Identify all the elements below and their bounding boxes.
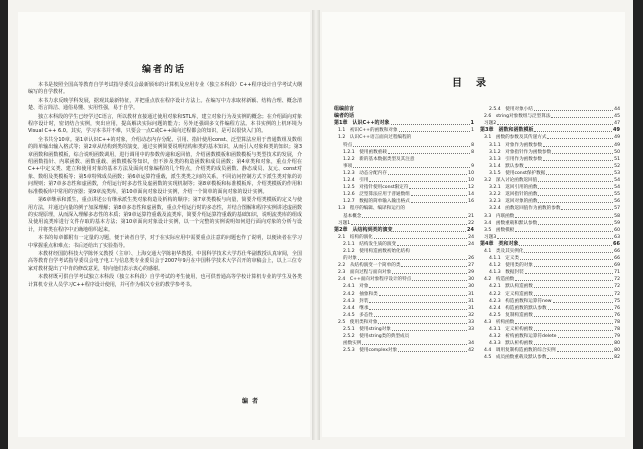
- toc-leader-dots: [411, 195, 467, 196]
- toc-entry: [334, 340, 474, 347]
- toc-entry-title: 4.3 析构函数: [484, 319, 515, 325]
- toc-leader-dots: [515, 323, 613, 324]
- toc-entry: [480, 290, 620, 297]
- toc-entry-title: 4.1.1 定义类: [489, 256, 520, 262]
- toc-entry-title: 3.2.3 返回对象的函数: [489, 199, 538, 205]
- toc-leader-dots: [515, 231, 613, 232]
- toc-entry: [480, 156, 620, 163]
- toc-page-number: 24: [467, 226, 474, 233]
- toc-leader-dots: [520, 259, 613, 260]
- toc-entry-title: 3.1.3 引用作为函数参数: [489, 156, 543, 162]
- toc-page-number: 1: [470, 120, 474, 127]
- toc-entry-title: 3.2 深入讨论函数返回值: [484, 178, 538, 184]
- toc-entry-title: 的对象: [343, 256, 357, 262]
- toc-entry-title: 3.5 函数模板: [484, 227, 515, 233]
- toc-leader-dots: [525, 167, 613, 168]
- toc-entry-title: 2.4.3 封装: [343, 298, 369, 304]
- toc-entry: [334, 198, 474, 205]
- toc-entry-title: 2.5.3 使用complex对象: [343, 348, 398, 354]
- toc-entry-title: 3.1.4 默认参数: [489, 163, 524, 169]
- toc-page-number: 49: [614, 142, 620, 148]
- toc-entry-title: 3.3 内联函数: [484, 213, 515, 219]
- toc-entry-title: 4.1.3 数据封装: [489, 270, 524, 276]
- toc-page-number: 10: [468, 178, 474, 184]
- toc-entry: [480, 340, 620, 347]
- toc-entry-title: 4.2.4 构造函数的默认参数: [489, 305, 547, 311]
- toc-page-number: 50: [614, 149, 620, 155]
- toc-page-number: 69: [614, 263, 620, 269]
- toc-column-2: [480, 106, 620, 361]
- toc-entry: [480, 127, 620, 134]
- toc-leader-dots: [401, 266, 467, 267]
- toc-page-number: 47: [614, 121, 620, 127]
- toc-page-number: 24: [468, 234, 474, 240]
- toc-page-number: 72: [614, 277, 620, 283]
- toc-entry: [334, 276, 474, 283]
- toc-entry: [480, 177, 620, 184]
- toc-entry-title: 事项: [343, 163, 353, 169]
- toc-page-number: 26: [468, 256, 474, 262]
- preface-paragraph: 本书力求反映学科发展，据观其最新特征，并把重点放在程序设计方法上。在编写中力求取材新颖、结构合理、概念清楚、语言简洁、通俗易懂、实用性强，易于自学。: [28, 97, 302, 112]
- toc-entry: [480, 212, 620, 219]
- toc-page-number: 55: [614, 192, 620, 198]
- toc-leader-dots: [561, 209, 613, 210]
- toc-entry: [480, 312, 620, 319]
- toc-leader-dots: [374, 316, 467, 317]
- toc-entry: [480, 106, 620, 113]
- toc-leader-dots: [543, 146, 613, 147]
- toc-entry-title: 1.2.2 新的基本数据类型及其注意: [343, 156, 415, 162]
- toc-entry-title: 4.2.2 定义构造函数: [489, 291, 533, 297]
- toc-leader-dots: [397, 245, 467, 246]
- toc-page-number: 33: [468, 327, 474, 332]
- toc-column-1: [334, 106, 474, 354]
- toc-leader-dots: [534, 266, 613, 267]
- toc-entry: [480, 220, 620, 227]
- toc-leader-dots: [534, 330, 613, 331]
- toc-page-number: 14: [468, 192, 474, 198]
- toc-entry: [334, 227, 474, 234]
- preface-title: 编者的话: [141, 65, 186, 75]
- toc-leader-dots: [369, 287, 467, 288]
- toc-page-number: 60: [614, 227, 620, 233]
- toc-page-number: 54: [614, 185, 620, 191]
- toc-leader-dots: [534, 110, 613, 111]
- toc-leader-dots: [378, 323, 467, 324]
- toc-entry: [334, 347, 474, 354]
- toc-entry-title: 4.2 构造函数: [484, 277, 515, 283]
- toc-page-number: 44: [614, 107, 620, 113]
- toc-entry: [334, 205, 474, 212]
- toc-entry-title: 3.1.2 对象指针作为函数参数: [489, 149, 552, 155]
- toc-entry-title: 1.2.6 泛型算法应用于普通数组: [343, 192, 410, 198]
- toc-leader-dots: [552, 153, 613, 154]
- toc-page-number: 30: [468, 277, 474, 283]
- left-page: [18, 12, 310, 437]
- toc-entry: [480, 276, 620, 283]
- toc-entry-title: 3.2.2 返回指针的函数: [489, 192, 538, 198]
- toc-page-number: 22: [468, 220, 474, 226]
- toc-entry-title: 1.2.7 数据的简单输入输出格式: [343, 199, 410, 205]
- toc-leader-dots: [538, 195, 613, 196]
- toc-entry: [480, 305, 620, 312]
- scan-border-right: [633, 0, 643, 449]
- toc-entry: [480, 234, 620, 241]
- toc-entry-title: 2.4.4 继承: [343, 305, 369, 311]
- toc-leader-dots: [538, 188, 613, 189]
- toc-entry: [480, 298, 620, 305]
- toc-entry-title: 3.2.1 返回引用的函数: [489, 185, 538, 191]
- toc-entry: [480, 134, 620, 141]
- toc-page-number: 9: [471, 163, 474, 169]
- toc-page-number: 49: [613, 127, 620, 134]
- toc-page-number: 78: [614, 327, 620, 332]
- toc-leader-dots: [362, 344, 467, 345]
- toc-entry-title: 4.2.1 默认构造函数: [489, 284, 533, 290]
- toc-leader-dots: [547, 358, 613, 359]
- toc-entry-title: 2.3 面向过程与面向对象: [338, 270, 392, 276]
- toc-entry: [480, 184, 620, 191]
- toc-page-number: 57: [614, 206, 620, 212]
- toc-leader-dots: [411, 202, 467, 203]
- toc-page-number: 54: [614, 178, 620, 184]
- toc-page-number: 21: [468, 213, 474, 219]
- toc-entry: [334, 191, 474, 198]
- toc-leader-dots: [412, 280, 467, 281]
- toc-entry: [480, 113, 620, 120]
- toc-entry-title: 2.4.2 抽象和类: [343, 291, 378, 297]
- toc-leader-dots: [524, 252, 613, 253]
- toc-page-number: 31: [468, 305, 474, 311]
- toc-page-number: 24: [468, 241, 474, 247]
- toc-leader-dots: [497, 238, 613, 239]
- right-page: [322, 12, 625, 437]
- toc-page-number: 76: [614, 305, 620, 311]
- toc-leader-dots: [538, 224, 613, 225]
- toc-entry-title: 2.4 C++面向对象程序设计的特点: [338, 277, 412, 283]
- toc-entry-title: 1.2.5 对指针使用const限定符: [343, 185, 409, 191]
- toc-page-number: 30: [468, 284, 474, 290]
- toc-page-number: 8: [471, 149, 474, 155]
- toc-leader-dots: [358, 259, 467, 260]
- book-gutter: [312, 10, 320, 440]
- toc-leader-dots: [534, 131, 612, 132]
- toc-page-number: 10: [468, 170, 474, 176]
- toc-entry-title: 4.3.1 定义析构函数: [489, 327, 533, 332]
- toc-entry-title: 函数实例: [343, 341, 362, 347]
- toc-entry-title: 基本概念: [343, 213, 362, 219]
- toc-leader-dots: [393, 231, 466, 232]
- toc-entry: [334, 170, 474, 177]
- toc-entry-title: 组编前言: [334, 106, 355, 113]
- toc-entry-title: 4.2.5 复制构造函数: [489, 312, 533, 318]
- toc-page-number: 12: [468, 185, 474, 191]
- toc-page-number: 56: [614, 199, 620, 205]
- toc-leader-dots: [388, 174, 467, 175]
- toc-page-number: 31: [468, 298, 474, 304]
- toc-entry: [334, 127, 474, 134]
- toc-entry: [334, 212, 474, 219]
- toc-page-number: 8: [471, 142, 474, 148]
- preface-paragraph: 本教材经国防科技大学陈怀义教授（主审）、上海交通大学陈祖华教授、中国科学技术大学苏仕华副教授认真审阅，全国高等教育自学考试指导委员会电子电工与信息类专业委员会于2007年9月在中国科学技术大学召开的审稿会上，以上三位专家对教材提出了中肯的修改意见，特向他们表示衷心的感谢。: [28, 250, 302, 272]
- preface-paragraph: 本教材既可供自学考试独立本科段（独立本科段）自学考试的考生使用，也可供普通高等学校计算机专业的学生及各类计算机专业人员学习C++程序设计使用，并可作为相关专业的教学参考书。: [28, 274, 302, 288]
- toc-leader-dots: [534, 287, 613, 288]
- toc-entry: [480, 333, 620, 340]
- toc-entry: [334, 333, 474, 340]
- toc-entry-title: 2.5 使用类和对象: [338, 319, 378, 325]
- toc-entry-title: 编者的话: [334, 113, 355, 120]
- toc-entry-title: 2.5.2 使用string类的典型成员: [343, 334, 410, 340]
- toc-entry: [480, 163, 620, 170]
- preface-paragraph: 独立本科段的学生已经学过C语言，所以教材直接通过使用对象和STL库，建立对象行为及实例的概念；在介绍面向对象程序设计时，密切结合实例，突出应用，提高解决实际问题的能力；另外还强调多文件编程方法。本书实例的上机环境为Visual C++ 6.0。其实，学习本书并不难，只要会一点C或C++面向过程都会的知识，是可以很快入门的。: [28, 113, 302, 135]
- toc-page-number: 80: [614, 341, 620, 347]
- toc-page-number: 75: [614, 298, 620, 304]
- toc-entry-title: 第4章 类和对象: [480, 240, 519, 247]
- toc-page-number: 27: [468, 263, 474, 269]
- toc-page-number: 66: [613, 240, 620, 247]
- toc-entry-title: 1.2.4 引用: [343, 178, 369, 184]
- toc-entry: [480, 241, 620, 248]
- toc-page-number: 63: [614, 234, 620, 240]
- toc-page-number: 79: [614, 334, 620, 340]
- toc-leader-dots: [388, 153, 470, 154]
- toc-leader-dots: [534, 316, 613, 317]
- preface-signature: 编者: [242, 398, 263, 405]
- toc-entry-title: 1.3 程序的编辑、编译和运行的: [338, 206, 406, 212]
- toc-entry-title: 1.2 认识C++语言面向过程编程的: [338, 135, 412, 141]
- toc-page-number: 66: [614, 248, 620, 254]
- toc-leader-dots: [551, 117, 613, 118]
- toc-page-number: 59: [614, 220, 620, 226]
- toc-page-number: 82: [614, 355, 620, 361]
- toc-page-number: 58: [614, 213, 620, 219]
- toc-entry: [334, 255, 474, 262]
- toc-entry: [334, 290, 474, 297]
- toc-page-number: 72: [614, 291, 620, 297]
- toc-entry: [480, 198, 620, 205]
- toc-leader-dots: [515, 280, 613, 281]
- preface-paragraph: 全书共分10章。第1章认识C++的对象，介绍动态内存分配、引用、指针使用const、泛型算法应用于普通数组及数组的简单输出输入格式等；第2章从结构到类的演变，通过实例简要说明结构和类的基本知识，从而引入对象和类的知识；第3章函数和函数模板，综合说明函数调用，进行调用中的参数传递和返回值，介绍函数模板和函数模板与类型技术的发展，介绍函数指针、内联函数、函数重载、函数模板等知识，但不涉及类的构造函数和成员函数；第4章类和对象，重点介绍在C++中定义类、建立和使用对象的基本方法及面向对象编程的几个特点，介绍类的成员函数、静态成员、友元、const对象、数组及类模板等；第5章特殊成员函数；第6章运算符重载，派生类类之间的关系，不同访问控制方式下派生类对象的访问规则；第7章多态性和虚函数，介绍运行时多态性及虚函数的实现机制等；第8章模板和标准模板库，介绍类模板的作用和标准模板库中常用的容器；第9章流类库，第10章面向对象设计实例，介绍一个简单的面向对象的设计实例。: [28, 136, 302, 195]
- toc-entry-title: 4.2.3 构造函数和运算符new: [489, 298, 552, 304]
- toc-page-number: 72: [614, 284, 620, 290]
- toc-page-number: 45: [614, 114, 620, 120]
- toc-entry-title: 2.4.1 对象: [343, 284, 369, 290]
- toc-entry-title: 特点: [343, 142, 353, 148]
- toc-leader-dots: [374, 238, 467, 239]
- toc-entry-title: 4.5 成员函数重载及默认参数: [484, 355, 547, 361]
- toc-leader-dots: [543, 160, 613, 161]
- toc-leader-dots: [534, 295, 613, 296]
- toc-leader-dots: [547, 138, 613, 139]
- toc-entry-title: 1.2.1 使用函数重载: [343, 149, 387, 155]
- toc-leader-dots: [369, 309, 467, 310]
- toc-leader-dots: [558, 337, 614, 338]
- toc-entry: [480, 326, 620, 333]
- toc-entry-title: 2.1.1 结构发生质的演变: [343, 241, 397, 247]
- toc-page-number: 16: [468, 199, 474, 205]
- toc-entry-title: 3.2.4 函数返回值作为函数的参数: [489, 206, 561, 212]
- toc-entry-title: 2.6 string对象数组与泛型算法: [484, 114, 551, 120]
- toc-leader-dots: [362, 217, 467, 218]
- toc-page-number: 34: [468, 341, 474, 347]
- toc-leader-dots: [534, 344, 613, 345]
- toc-page-number: 31: [468, 291, 474, 297]
- toc-page-number: 66: [614, 256, 620, 262]
- toc-entry-title: 2.5.1 使用string对象: [343, 327, 391, 332]
- toc-entry-title: 习题3: [484, 234, 497, 240]
- toc-entry-title: 4.3.3 默认析构函数: [489, 341, 533, 347]
- toc-page-number: 78: [614, 319, 620, 325]
- toc-page-number: 1: [471, 128, 474, 134]
- toc-entry-title: 2.5.4 使用对象小结: [489, 107, 533, 113]
- toc-leader-dots: [391, 124, 470, 125]
- toc-entry: [334, 305, 474, 312]
- toc-leader-dots: [538, 181, 613, 182]
- toc-leader-dots: [519, 245, 612, 246]
- toc-page-number: 42: [468, 348, 474, 354]
- toc-entry: [334, 120, 474, 127]
- toc-entry-title: 3.1.1 对象作为函数参数: [489, 142, 543, 148]
- toc-entry: [334, 319, 474, 326]
- preface-body: [28, 82, 302, 290]
- toc-entry: [480, 141, 620, 148]
- toc-leader-dots: [553, 302, 614, 303]
- toc-leader-dots: [369, 302, 467, 303]
- toc-leader-dots: [557, 351, 614, 352]
- toc-entry: [334, 141, 474, 148]
- toc-page-number: 51: [614, 156, 620, 162]
- toc-entry: [334, 184, 474, 191]
- toc-entry: [480, 191, 620, 198]
- toc-entry-title: 第1章 认识C++的对象: [334, 120, 390, 127]
- toc-page-number: 52: [614, 163, 620, 169]
- toc-leader-dots: [497, 124, 613, 125]
- toc-leader-dots: [525, 273, 613, 274]
- toc-leader-dots: [392, 273, 467, 274]
- toc-entry-title: 4.3.2 析构函数和运算符delete: [489, 334, 557, 340]
- toc-entry: [334, 241, 474, 248]
- toc-entry: [334, 149, 474, 156]
- toc-entry-title: 习题1: [338, 220, 351, 226]
- toc-entry: [334, 134, 474, 141]
- toc-entry: [334, 262, 474, 269]
- toc-entry-title: 第2章 从结构到类的演变: [334, 226, 393, 233]
- toc-page-number: 32: [468, 312, 474, 318]
- toc-entry: [334, 156, 474, 163]
- toc-leader-dots: [538, 202, 613, 203]
- toc-entry: [480, 262, 620, 269]
- toc-title: 目录: [452, 78, 500, 89]
- toc-entry-title: 2.1 结构的演化: [338, 234, 373, 240]
- toc-leader-dots: [548, 309, 614, 310]
- toc-entry-title: 2.1.2 使用构造函数初始化结构: [343, 248, 410, 254]
- toc-entry-title: 第3章 函数和函数模板: [480, 127, 534, 134]
- toc-leader-dots: [351, 224, 467, 225]
- toc-entry: [480, 319, 620, 326]
- toc-page-number: 71: [614, 270, 620, 276]
- toc-entry: [334, 234, 474, 241]
- toc-entry-title: 4.1 类及其实例化: [484, 248, 524, 254]
- toc-entry: [480, 283, 620, 290]
- toc-leader-dots: [399, 131, 471, 132]
- toc-entry: [480, 269, 620, 276]
- toc-page-number: 33: [468, 319, 474, 325]
- toc-entry-title: 2.4.5 多态性: [343, 312, 374, 318]
- toc-entry: [334, 269, 474, 276]
- toc-entry-title: 4.4 调用复制构造函数的综合实例: [484, 348, 556, 354]
- toc-entry-title: 4.1.2 使用类的对象: [489, 263, 533, 269]
- preface-paragraph: 本书是按照全国高等教育自学考试指导委员会最新颁布的计算机及应用专业（独立本科段）C++程序设计自学考试大纲编写的自学教材。: [28, 82, 302, 96]
- toc-entry: [334, 163, 474, 170]
- toc-entry: [334, 248, 474, 255]
- toc-page-number: 80: [614, 348, 620, 354]
- toc-leader-dots: [369, 181, 467, 182]
- toc-leader-dots: [398, 351, 467, 352]
- toc-entry: [480, 354, 620, 361]
- toc-entry: [334, 283, 474, 290]
- toc-entry: [480, 255, 620, 262]
- toc-leader-dots: [392, 330, 467, 331]
- toc-entry: [334, 106, 474, 113]
- toc-page-number: 76: [614, 312, 620, 318]
- toc-entry: [334, 326, 474, 333]
- preface-paragraph: 本书的每章都附有一定量的习题，便于读者自学，对于在实际应用中需要重点注意的问题也作了说明，以便读者在学习中掌握重点和难点；书后还给出了实验指导。: [28, 235, 302, 249]
- preface-paragraph: 第6章继承和派生，重点讲述公有继承派生类对象构造及析构的顺序；第7章类模板与向量，简要介绍类模板的定义与使用方法，并通过向量的例子加深理解；第8章多态性和虚函数，重点介绍运行时的多态性，并结合图解和程序实例讲述虚函数的实现原理，从而深入理解多态性的本质；第9章运算符重载及流类库，简要介绍运算符重载的基础知识，说明流类库的组成及使用流类库进行文件存取的基本方法；第10章面向对象设计实例，以一个完整的实例说明如何进行面向对象的分析与设计，并将类在程序中正确地组织起来。: [28, 197, 302, 233]
- toc-entry: [480, 170, 620, 177]
- toc-leader-dots: [353, 167, 470, 168]
- toc-leader-dots: [515, 217, 613, 218]
- toc-entry: [334, 312, 474, 319]
- toc-entry-title: 3.1.5 使用const保护数据: [489, 170, 546, 176]
- toc-entry: [480, 227, 620, 234]
- toc-leader-dots: [379, 295, 467, 296]
- toc-entry: [480, 248, 620, 255]
- toc-entry-title: 习题2: [484, 121, 497, 127]
- toc-entry: [480, 205, 620, 212]
- toc-leader-dots: [353, 146, 470, 147]
- toc-page-number: 29: [468, 270, 474, 276]
- toc-page-number: 53: [614, 170, 620, 176]
- scan-border-left: [0, 0, 8, 449]
- toc-entry-title: 3.4 函数重载和默认参数: [484, 220, 538, 226]
- toc-page-number: 49: [614, 135, 620, 141]
- toc-entry-title: 2.2 从结构演变一个简单的类: [338, 263, 401, 269]
- toc-entry: [480, 347, 620, 354]
- toc-entry: [480, 149, 620, 156]
- toc-entry-title: 3.1 函数的参数及其传递方式: [484, 135, 547, 141]
- toc-entry: [334, 220, 474, 227]
- toc-entry-title: 1.1 初识C++的函数和对象: [338, 128, 398, 134]
- toc-leader-dots: [546, 174, 613, 175]
- toc-entry: [334, 177, 474, 184]
- toc-entry-title: 1.2.3 动态分配内存: [343, 170, 387, 176]
- toc-entry: [334, 298, 474, 305]
- toc-leader-dots: [409, 188, 467, 189]
